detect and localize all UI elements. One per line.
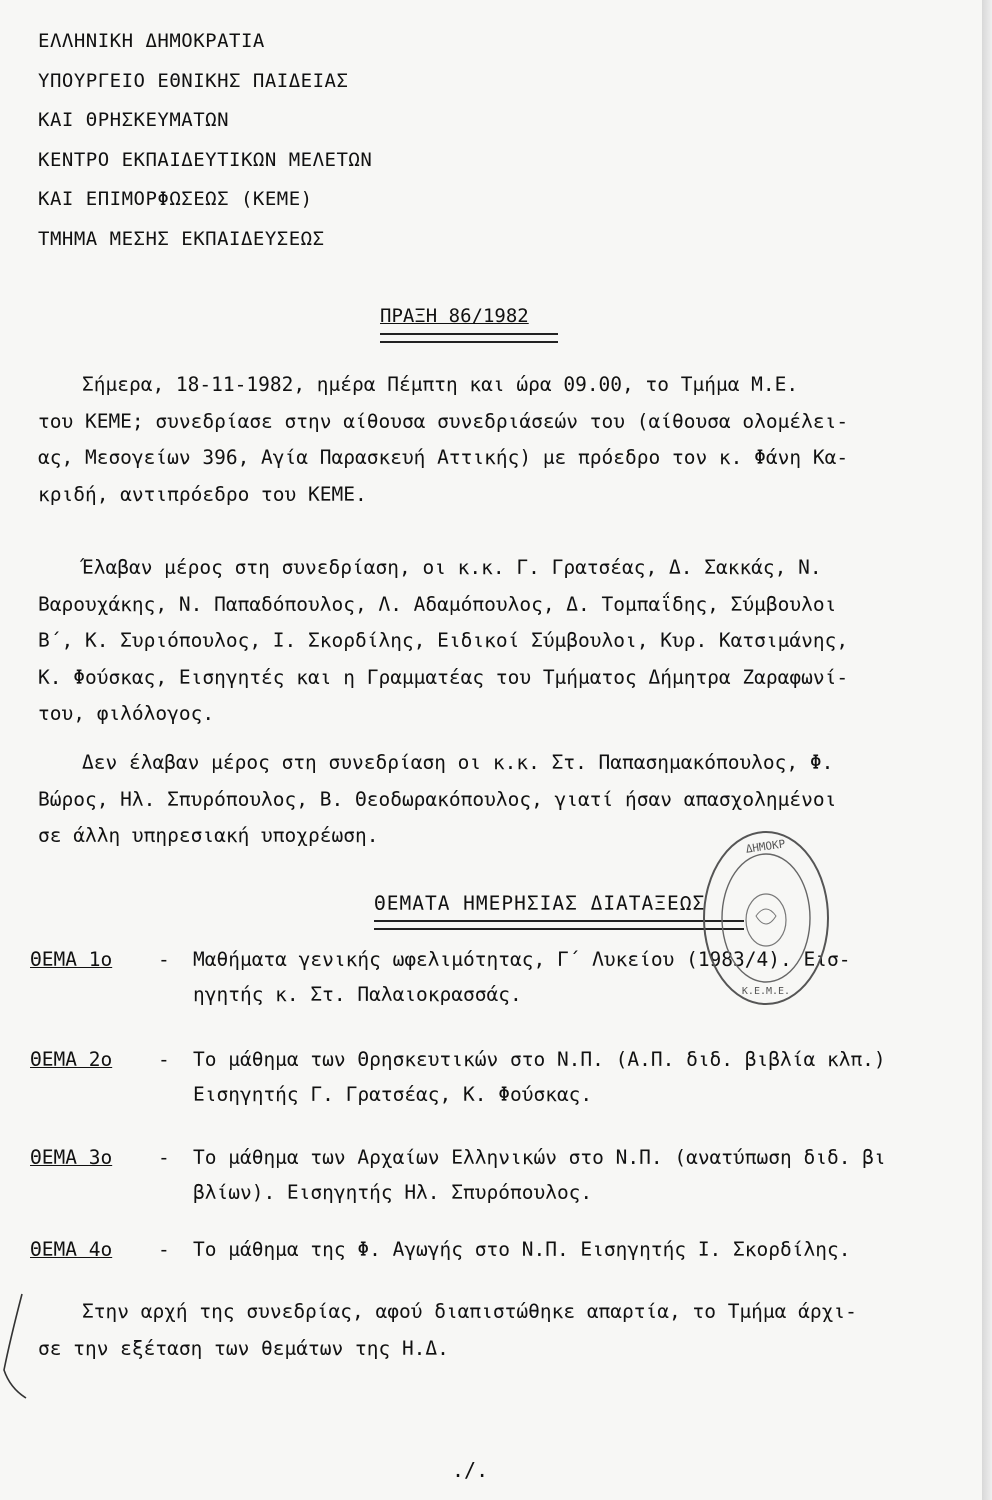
present-members-paragraph [38, 550, 968, 733]
letterhead-line: ΤΜΗΜΑ ΜΕΣΗΣ ΕΚΠΑΙΔΕΥΣΕΩΣ [38, 227, 325, 250]
agenda-item-label: ΘΕΜΑ 1ο [30, 948, 113, 971]
margin-pencil-mark [0, 1290, 30, 1400]
document-title: ΠΡΑΞΗ 86/1982 [380, 305, 529, 327]
continuation-mark: ./. [452, 1458, 489, 1482]
text-line: σε την εξέταση των θεμάτων της Η.Δ. [38, 1336, 449, 1360]
binding-edge [982, 0, 992, 1500]
text-line: Κ. Φούσκας, Εισηγητές και η Γραμματέας του Τμήματος Δήμητρα Ζαραφωνί- [38, 665, 849, 689]
svg-text:Κ.Ε.Μ.Ε.: Κ.Ε.Μ.Ε. [741, 986, 791, 997]
svg-text:ΔΗΜΟΚΡ: ΔΗΜΟΚΡ [744, 837, 787, 856]
agenda-item-dash: - [158, 1048, 170, 1071]
agenda-item-label: ΘΕΜΑ 4ο [30, 1238, 113, 1261]
agenda-item-text: Μαθήματα γενικής ωφελιμότητας, Γ΄ Λυκείου (1983/4). Εισ- [193, 948, 851, 971]
letterhead [38, 22, 372, 259]
text-line: Βαρουχάκης, Ν. Παπαδόπουλος, Λ. Αδαμόπουλος, Δ. Τομπαΐδης, Σύμβουλοι [38, 592, 837, 616]
agenda-item-label: ΘΕΜΑ 3ο [30, 1146, 113, 1169]
letterhead-line: ΥΠΟΥΡΓΕΙΟ ΕΘΝΙΚΗΣ ΠΑΙΔΕΙΑΣ [38, 69, 349, 92]
agenda-item-dash: - [158, 1146, 170, 1169]
agenda-item-dash: - [158, 1238, 170, 1261]
text-line: Βώρος, Ηλ. Σπυρόπουλος, Β. Θεοδωρακόπουλος, γιατί ήσαν απασχολημένοι [38, 787, 837, 811]
agenda-item-dash: - [158, 948, 170, 971]
text-line: Έλαβαν μέρος στη συνεδρίαση, οι κ.κ. Γ. Γρατσέας, Δ. Σακκάς, Ν. [82, 556, 822, 579]
text-line: του ΚΕΜΕ; συνεδρίασε στην αίθουσα συνεδριάσεών του (αίθουσα ολομέλει- [38, 409, 849, 433]
agenda-item-text: Το μάθημα των Θρησκευτικών στο Ν.Π. (Α.Π. διδ. βιβλία κλπ.) [193, 1048, 886, 1071]
letterhead-line: ΚΑΙ ΘΡΗΣΚΕΥΜΑΤΩΝ [38, 109, 230, 131]
closing-paragraph [38, 1294, 968, 1367]
agenda-item-text: βλίων). Εισηγητής Ηλ. Σπυρόπουλος. [193, 1181, 593, 1204]
letterhead-line: ΕΛΛΗΝΙΚΗ ΔΗΜΟΚΡΑΤΙΑ [38, 30, 265, 52]
title-double-underline [380, 333, 558, 343]
agenda-item-label: ΘΕΜΑ 2ο [30, 1048, 113, 1071]
agenda-item-text: Το μάθημα των Αρχαίων Ελληνικών στο Ν.Π. (ανατύπωση διδ. βι [193, 1146, 886, 1169]
text-line: ας, Μεσογείων 396, Αγία Παρασκευή Αττικής) με πρόεδρο τον κ. Φάνη Κα- [38, 446, 849, 469]
text-line: Δεν έλαβαν μέρος στη συνεδρίαση οι κ.κ. Στ. Παπασημακόπουλος, Φ. [82, 751, 834, 774]
letterhead-line: ΚΑΙ ΕΠΙΜΟΡΦΩΣΕΩΣ (ΚΕΜΕ) [38, 188, 313, 210]
text-line: του, φιλόλογος. [38, 702, 215, 725]
agenda-item-text: Εισηγητής Γ. Γρατσέας, Κ. Φούσκας. [193, 1083, 593, 1106]
agenda-title-double-underline [374, 920, 744, 930]
text-line: Σήμερα, 18-11-1982, ημέρα Πέμπτη και ώρα 09.00, το Τμήμα Μ.Ε. [82, 373, 799, 396]
agenda-title: ΘΕΜΑΤΑ ΗΜΕΡΗΣΙΑΣ ΔΙΑΤΑΞΕΩΣ [374, 892, 706, 915]
text-line: κριδή, αντιπρόεδρο του ΚΕΜΕ. [38, 482, 367, 506]
letterhead-line: ΚΕΝΤΡΟ ΕΚΠΑΙΔΕΥΤΙΚΩΝ ΜΕΛΕΤΩΝ [38, 148, 373, 171]
agenda-item-text: ηγητής κ. Στ. Παλαιοκρασσάς. [193, 983, 522, 1006]
text-line: Β΄, Κ. Συριόπουλος, Ι. Σκορδίλης, Ειδικοί Σύμβουλοι, Κυρ. Κατσιμάνης, [38, 629, 849, 652]
text-line: σε άλλη υπηρεσιακή υποχρέωση. [38, 824, 379, 847]
agenda-item-text: Το μάθημα της Φ. Αγωγής στο Ν.Π. Εισηγητής Ι. Σκορδίλης. [193, 1238, 851, 1261]
text-line: Στην αρχή της συνεδρίας, αφού διαπιστώθηκε απαρτία, το Τμήμα άρχι- [82, 1300, 857, 1323]
official-seal-stamp [700, 828, 832, 1008]
opening-paragraph [38, 367, 968, 513]
